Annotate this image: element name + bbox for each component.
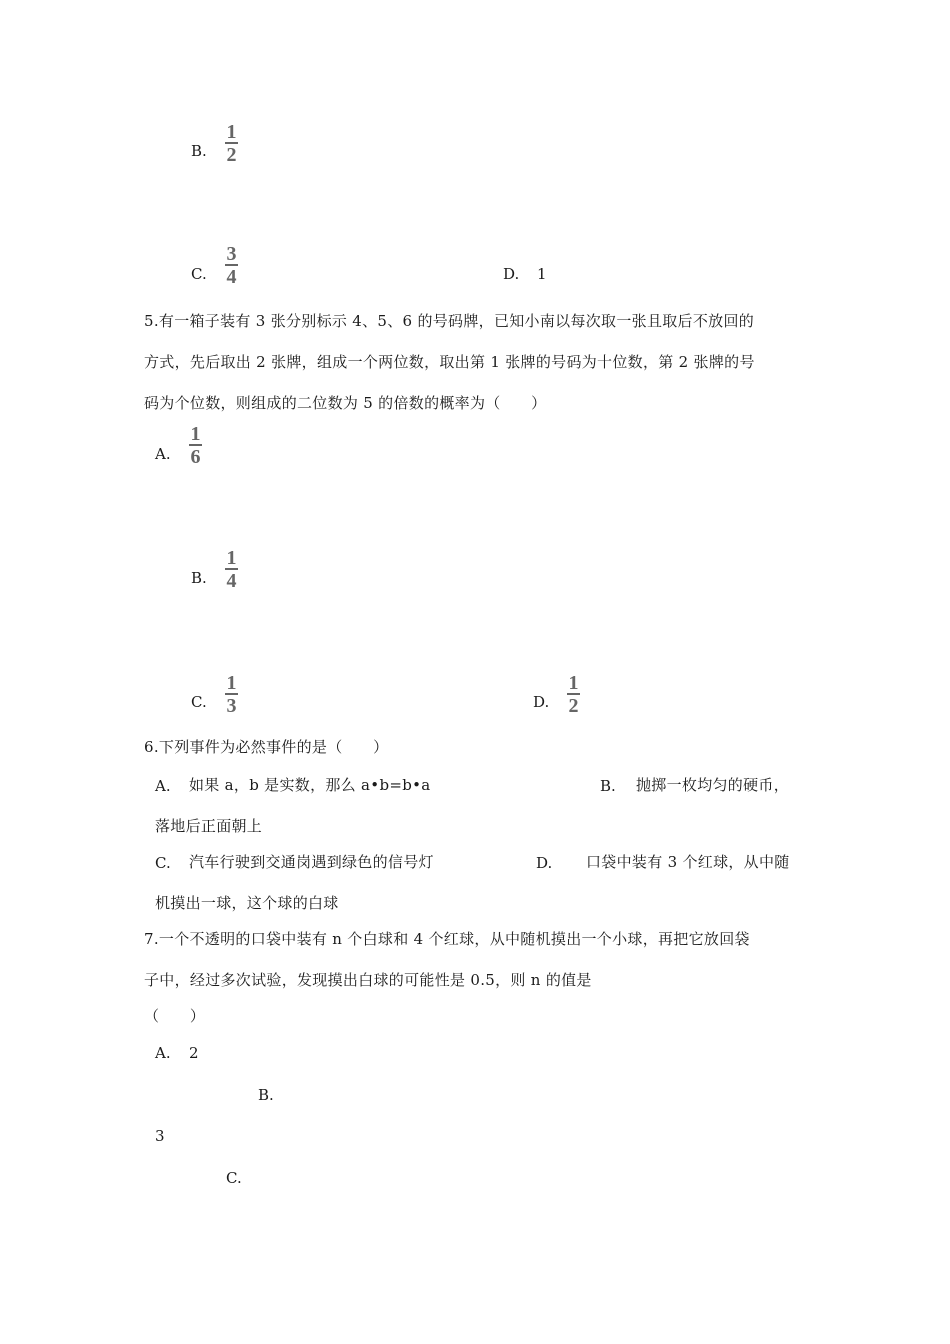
q6-option-c-label: C. [155, 854, 171, 872]
q6-option-c-text: 汽车行驶到交通岗遇到绿色的信号灯 [189, 853, 434, 871]
q5-stem-line-1: 5.有一箱子装有 3 张分别标示 4、5、6 的号码牌，已知小南以每次取一张且取后不放回的 [144, 312, 755, 330]
numerator: 1 [226, 672, 237, 694]
q5-option-d-fraction [567, 674, 580, 715]
q6-option-a-label: A. [155, 777, 171, 795]
q6-option-b-continuation: 落地后正面朝上 [155, 817, 263, 835]
q5-option-c-label: C. [191, 693, 207, 711]
numerator: 1 [190, 423, 201, 445]
q7-option-b-value: 3 [155, 1127, 165, 1145]
q7-answer-paren: （ ） [144, 1007, 206, 1025]
q6-option-b-label: B. [600, 777, 616, 795]
q7-stem-line-2: 子中，经过多次试验，发现摸出白球的可能性是 0.5，则 n 的值是 [144, 971, 592, 989]
q7-option-a-label: A. [155, 1044, 171, 1062]
q5-option-b-label: B. [191, 569, 207, 587]
denominator: 3 [226, 695, 237, 717]
q6-option-d-label: D. [536, 854, 553, 872]
q4-option-c-label: C. [191, 265, 207, 283]
q4-option-c-fraction [225, 245, 238, 286]
numerator: 1 [568, 672, 579, 694]
q7-stem-line-1: 7.一个不透明的口袋中装有 n 个白球和 4 个红球，从中随机摸出一个小球，再把它放回袋 [144, 930, 750, 948]
q7-option-b-label: B. [258, 1086, 274, 1104]
q6-option-d-text: 口袋中装有 3 个红球，从中随 [586, 853, 790, 871]
denominator: 2 [226, 144, 237, 166]
q6-option-b-text: 抛掷一枚均匀的硬币， [636, 776, 790, 794]
q6-option-d-continuation: 机摸出一球，这个球的白球 [155, 894, 339, 912]
numerator: 1 [226, 547, 237, 569]
denominator: 4 [226, 266, 237, 288]
q5-stem-line-3: 码为个位数，则组成的二位数为 5 的倍数的概率为（ ） [144, 394, 547, 412]
q5-stem-line-2: 方式，先后取出 2 张牌，组成一个两位数，取出第 1 张牌的号码为十位数，第 2 张牌的号 [144, 353, 755, 371]
q6-stem: 6.下列事件为必然事件的是（ ） [144, 738, 389, 756]
denominator: 4 [226, 570, 237, 592]
q5-option-a-label: A. [155, 445, 171, 463]
q4-option-b-label: B. [191, 142, 207, 160]
denominator: 2 [568, 695, 579, 717]
denominator: 6 [190, 446, 201, 468]
q4-option-d-value: 1 [537, 265, 547, 283]
q5-option-c-fraction [225, 674, 238, 715]
q6-option-a-text: 如果 a，b 是实数，那么 a•b=b•a [189, 776, 431, 794]
numerator: 3 [226, 243, 237, 265]
q4-option-d-label: D. [503, 265, 520, 283]
q5-option-b-fraction [225, 549, 238, 590]
q5-option-d-label: D. [533, 693, 550, 711]
q4-option-b-fraction [225, 123, 238, 164]
numerator: 1 [226, 121, 237, 143]
q7-option-c-label: C. [226, 1169, 242, 1187]
q7-option-a-value: 2 [189, 1044, 199, 1062]
q5-option-a-fraction [189, 425, 202, 466]
